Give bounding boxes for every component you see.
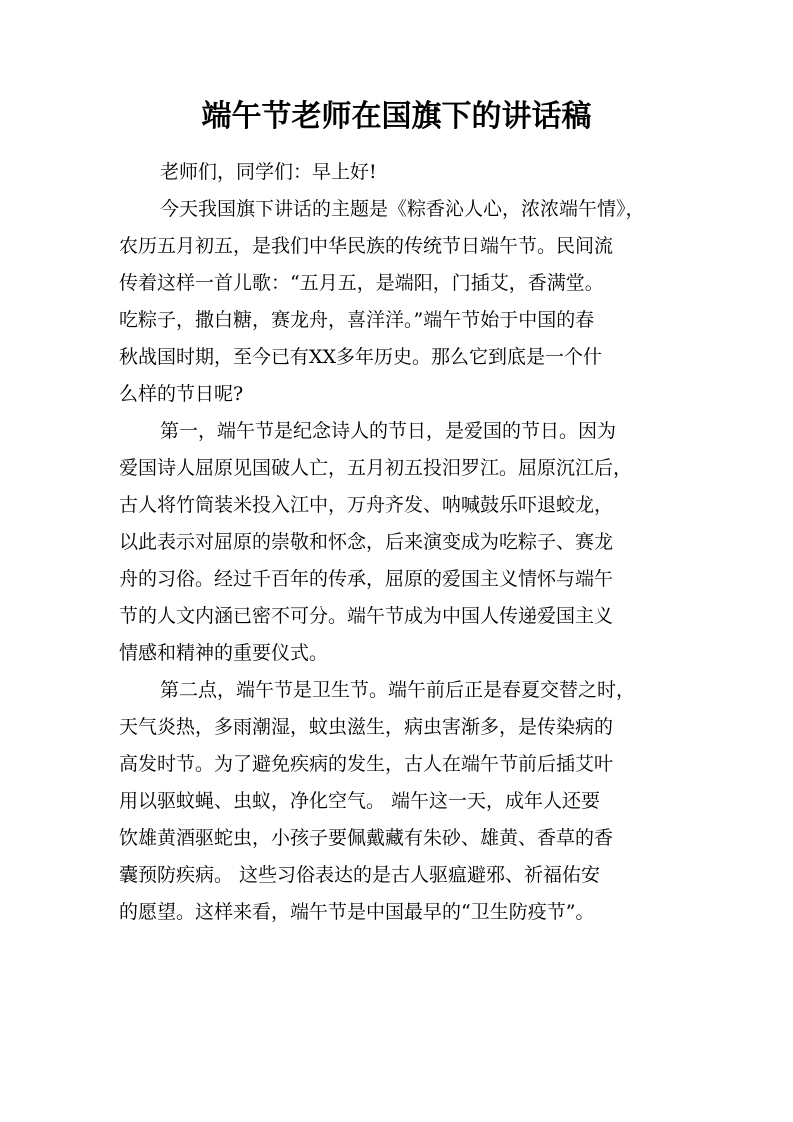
paragraph-line: 高发时节。为了避免疾病的发生，古人在端午节前后插艾叶 xyxy=(119,753,614,775)
paragraph-line: 囊预防疾病。 这些习俗表达的是古人驱瘟避邪、祈福佑安 xyxy=(119,864,601,886)
paragraph-line: 情感和精神的重要仪式。 xyxy=(119,642,329,664)
paragraph-line: 古人将竹筒装米投入江中，万舟齐发、呐喊鼓乐吓退蛟龙， xyxy=(119,494,614,516)
paragraph-line: 么样的节日呢? xyxy=(119,383,244,405)
paragraph-line: 节的人文内涵已密不可分。端午节成为中国人传递爱国主义 xyxy=(119,605,614,627)
greeting-line: 老师们，同学们：早上好! xyxy=(160,161,377,183)
paragraph-line: 舟的习俗。经过千百年的传承，屈原的爱国主义情怀与端午 xyxy=(119,568,614,590)
paragraph-line: 天气炎热，多雨潮湿，蚊虫滋生，病虫害渐多，是传染病的 xyxy=(119,716,614,738)
paragraph-line: 秋战国时期，至今已有XX多年历史。那么它到底是一个什 xyxy=(119,346,603,368)
paragraph-line: 爱国诗人屈原见国破人亡，五月初五投汨罗江。屈原沉江后， xyxy=(119,457,633,479)
paragraph-line: 今天我国旗下讲话的主题是《粽香沁人心，浓浓端午情》， xyxy=(160,198,645,220)
paragraph-line: 第一，端午节是纪念诗人的节日，是爱国的节日。因为 xyxy=(160,420,617,442)
paragraph-line: 第二点，端午节是卫生节。端午前后正是春夏交替之时， xyxy=(160,679,636,701)
document-title: 端午节老师在国旗下的讲话稿 xyxy=(201,99,592,134)
paragraph-line: 吃粽子，撒白糖，赛龙舟，喜洋洋。”端午节始于中国的春 xyxy=(119,309,595,331)
paragraph-line: 用以驱蚊蝇、虫蚁，净化空气。 端午这一天，成年人还要 xyxy=(119,790,601,812)
paragraph-line: 饮雄黄酒驱蛇虫，小孩子要佩戴藏有朱砂、雄黄、香草的香 xyxy=(119,827,614,849)
paragraph-line: 农历五月初五，是我们中华民族的传统节日端午节。民间流 xyxy=(119,235,614,257)
paragraph-line: 的愿望。这样来看，端午节是中国最早的“卫生防疫节”。 xyxy=(119,901,595,923)
document-body xyxy=(119,154,679,931)
paragraph-line: 以此表示对屈原的崇敬和怀念，后来演变成为吃粽子、赛龙 xyxy=(119,531,614,553)
paragraph-line: 传着这样一首儿歌：“五月五，是端阳，门插艾，香满堂。 xyxy=(119,272,604,294)
